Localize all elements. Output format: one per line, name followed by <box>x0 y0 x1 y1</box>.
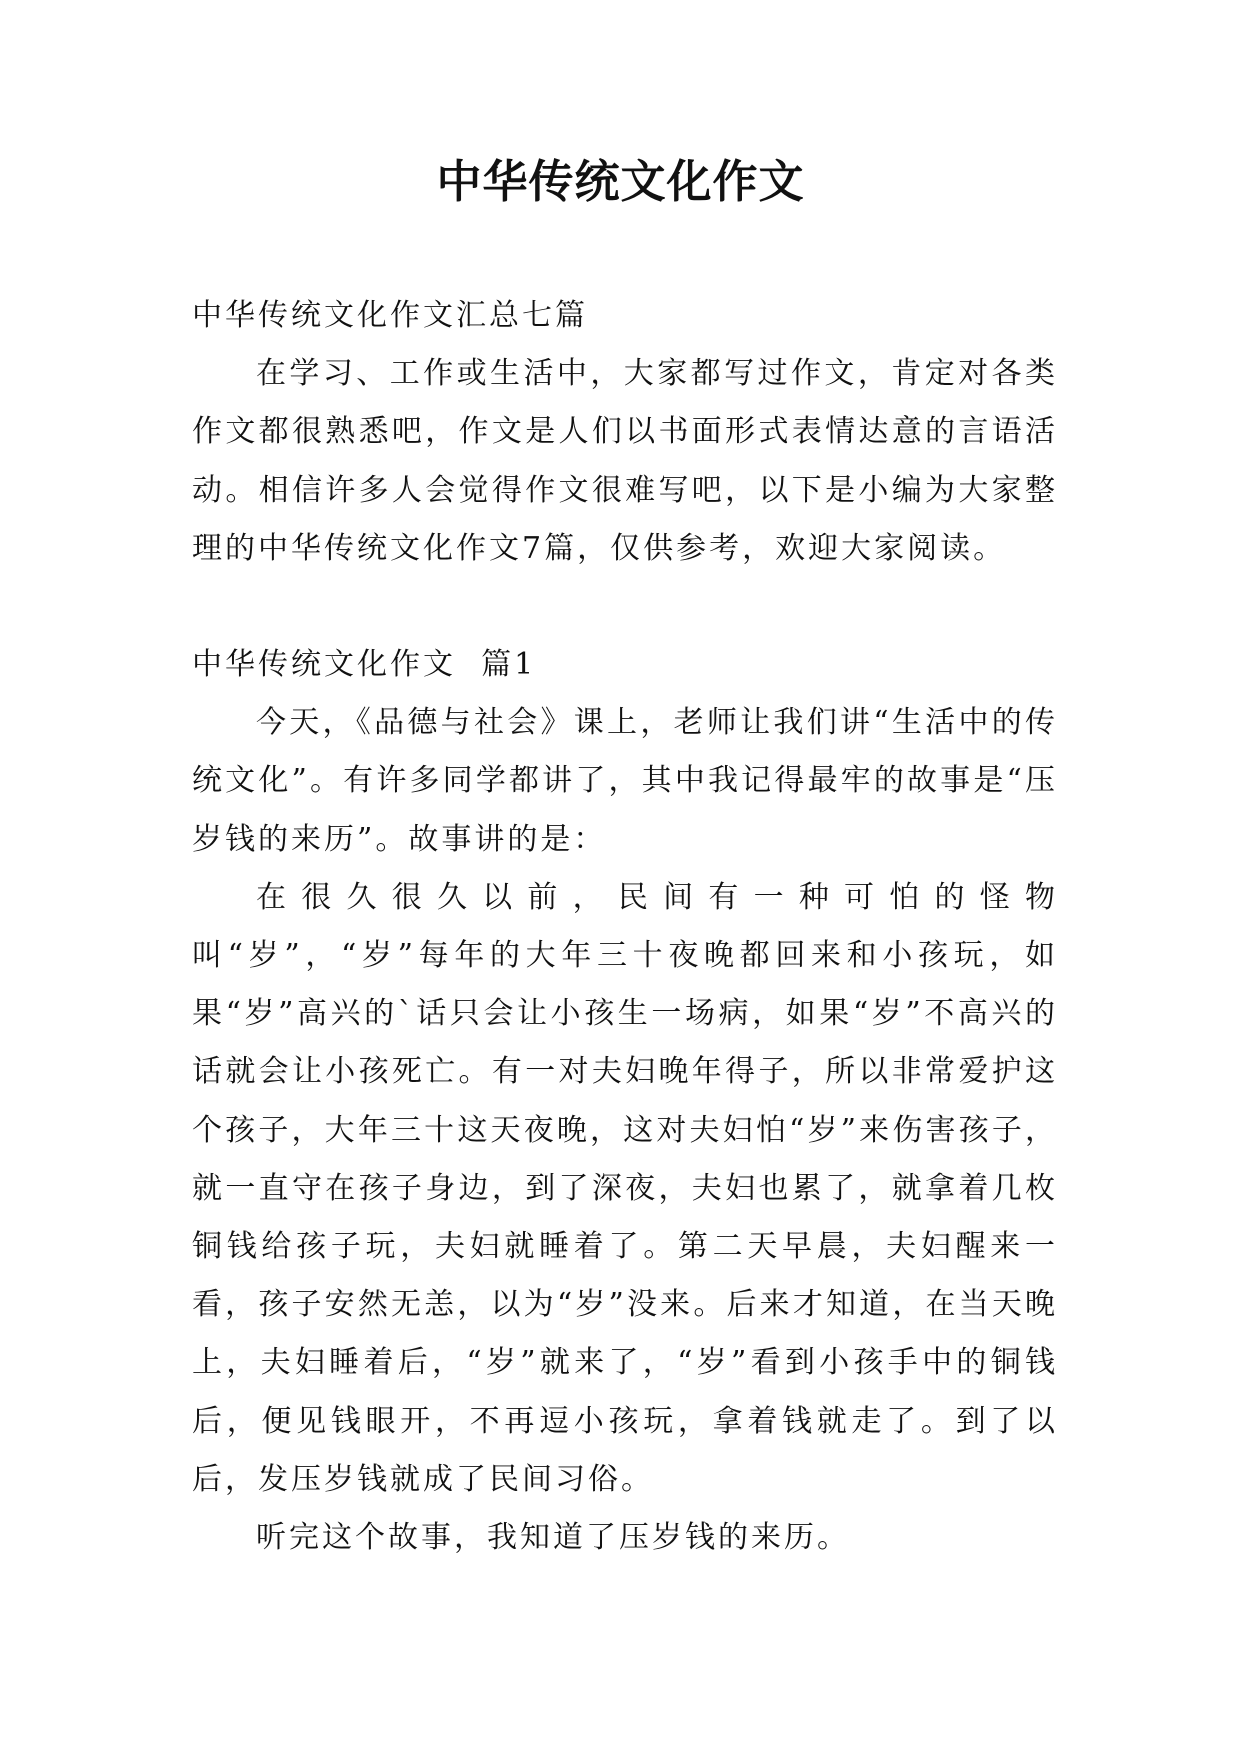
document-title: 中华传统文化作文 <box>436 155 805 208</box>
intro-paragraph: 在学习、工作或生活中，大家都写过作文，肯定对各类作文都很熟悉吧，作文是人们以书面形式表情达意的言语活动。相信许多人会觉得作文很难写吧，以下是小编为大家整理的中华传统文化作文7篇，仅供参考，欢迎大家阅读。 <box>192 356 1058 566</box>
story-paragraph-3: 听完这个故事，我知道了压岁钱的来历。 <box>256 1520 850 1556</box>
story-paragraph-2: 在很久很久以前，民间有一种可怕的怪物叫“岁”，“岁”每年的大年三十夜晚都回来和小孩玩，如果“岁”高兴的`话只会让小孩生一场病，如果“岁”不高兴的话就会让小孩死亡。有一对夫妇晚年得子，所以非常爱护这个孩子，大年三十这天夜晚，这对夫妇怕“岁”来伤害孩子，就一直守在孩子身边，到了深夜，夫妇也累了，就拿着几枚铜钱给孩子玩，夫妇就睡着了。第二天早晨，夫妇醒来一看，孩子安然无恙，以为“岁”没来。后来才知道，在当天晚上，夫妇睡着后，“岁”就来了，“岁”看到小孩手中的铜钱后，便见钱眼开，不再逗小孩玩，拿着钱就走了。到了以后，发压岁钱就成了民间习俗。 <box>192 879 1058 1497</box>
story-paragraph-1: 今天，《品德与社会》课上，老师让我们讲“生活中的传统文化”。有许多同学都讲了，其中我记得最牢的故事是“压岁钱的来历”。故事讲的是： <box>192 705 1058 857</box>
document-subtitle: 中华传统文化作文汇总七篇 <box>192 298 588 333</box>
section-heading: 中华传统文化作文 篇1 <box>192 647 537 683</box>
section-spacer <box>192 578 1058 636</box>
document-body <box>192 287 1058 1567</box>
